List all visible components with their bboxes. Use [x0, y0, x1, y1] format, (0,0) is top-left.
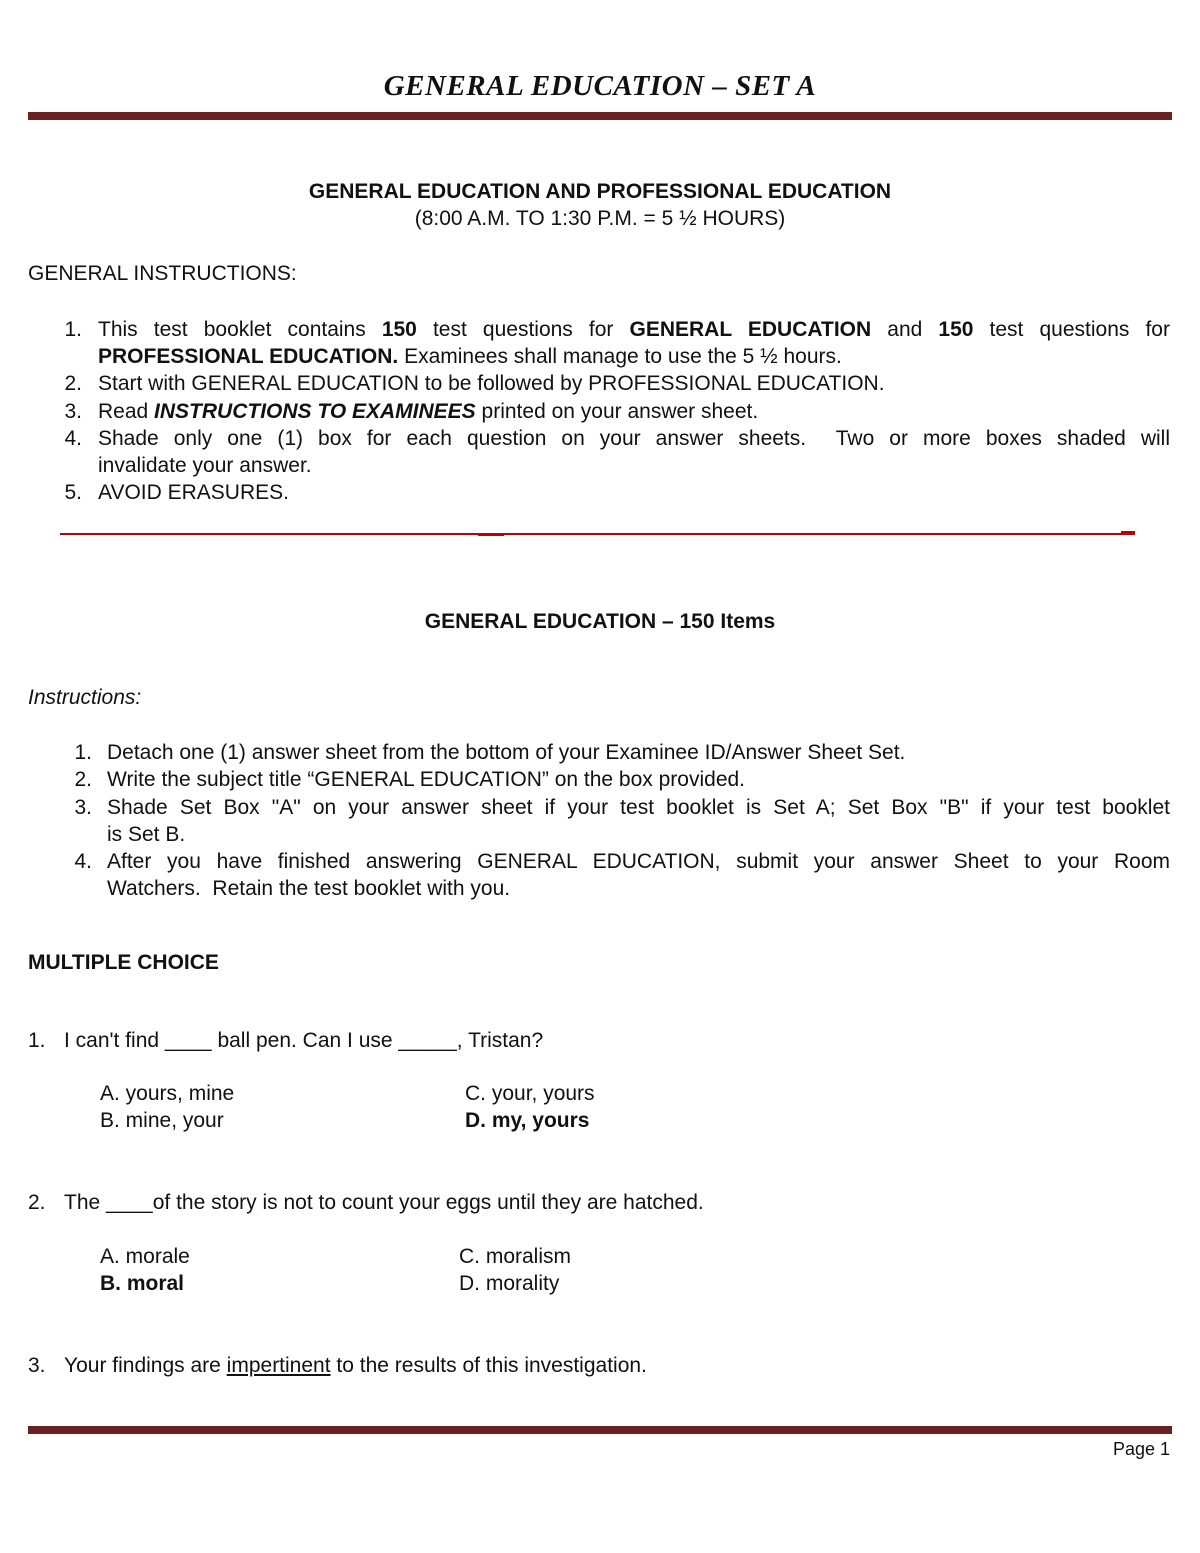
list-item-line: is Set B. [107, 823, 186, 846]
choice-c: C. moralism [459, 1245, 572, 1268]
footer-rule [28, 1426, 1172, 1434]
question-text: The ____of the story is not to count your eggs until they are hatched. [64, 1191, 704, 1214]
underlined-word: impertinent [226, 1354, 331, 1377]
instructions-label: Instructions: [28, 686, 142, 709]
list-item-text: Start with GENERAL EDUCATION to be followed by PROFESSIONAL EDUCATION. [98, 372, 885, 395]
page-header-title: GENERAL EDUCATION – SET A [383, 70, 817, 102]
choice-d: D. morality [459, 1272, 560, 1295]
page-number: Page 1 [1112, 1439, 1170, 1459]
list-item-text: AVOID ERASURES. [98, 481, 289, 504]
list-item-line: invalidate your answer. [98, 454, 312, 477]
question-text: I can't find ____ ball pen. Can I use _____, Tristan? [64, 1029, 544, 1052]
list-item-number: 2. [74, 768, 92, 791]
list-item-number: 4. [64, 427, 82, 450]
choice-a: A. morale [100, 1245, 190, 1268]
question-number: 2. [28, 1191, 46, 1214]
list-item-text: Read INSTRUCTIONS TO EXAMINEES printed on your answer sheet. [98, 400, 759, 423]
question-number: 1. [28, 1029, 46, 1052]
list-item-number: 5. [64, 481, 82, 504]
section-divider [60, 533, 1135, 535]
general-instructions-heading: GENERAL INSTRUCTIONS: [28, 262, 297, 285]
choice-c: C. your, yours [465, 1082, 595, 1105]
list-item-line: Shade only one (1) box for each question on your answer sheets. Two or more boxes shaded will [98, 427, 1170, 450]
exam-time: (8:00 A.M. TO 1:30 P.M. = 5 ½ HOURS) [414, 207, 786, 230]
list-item-text: Detach one (1) answer sheet from the bottom of your Examinee ID/Answer Sheet Set. [107, 741, 906, 764]
divider-mark [1121, 531, 1135, 534]
list-item-number: 2. [64, 372, 82, 395]
list-item-number: 3. [74, 796, 92, 819]
list-item-line: Watchers. Retain the test booklet with you. [107, 877, 511, 900]
choice-b-correct: B. moral [100, 1272, 185, 1295]
list-item-text: Write the subject title “GENERAL EDUCATION” on the box provided. [107, 768, 746, 791]
header-rule [28, 112, 1172, 120]
list-item-number: 1. [74, 741, 92, 764]
list-item-number: 3. [64, 400, 82, 423]
multiple-choice-heading: MULTIPLE CHOICE [28, 951, 219, 974]
choice-b: B. mine, your [100, 1109, 224, 1132]
section-title: GENERAL EDUCATION – 150 Items [424, 610, 776, 633]
list-item-line: Shade Set Box "A" on your answer sheet if your test booklet is Set A; Set Box "B" if your test booklet [107, 796, 1170, 819]
choice-a: A. yours, mine [100, 1082, 235, 1105]
list-item-line: PROFESSIONAL EDUCATION. Examinees shall manage to use the 5 ½ hours. [98, 345, 842, 368]
list-item-line: This test booklet contains 150 test questions for GENERAL EDUCATION and 150 test questions for [98, 318, 1170, 341]
question-number: 3. [28, 1354, 46, 1377]
list-item-number: 4. [74, 850, 92, 873]
question-text: Your findings are impertinent to the results of this investigation. [64, 1354, 647, 1377]
divider-mark [478, 533, 504, 536]
list-item-line: After you have finished answering GENERAL EDUCATION, submit your answer Sheet to your Room [107, 850, 1170, 873]
choice-d-correct: D. my, yours [465, 1109, 590, 1132]
exam-title: GENERAL EDUCATION AND PROFESSIONAL EDUCATION [308, 180, 892, 203]
list-item-number: 1. [64, 318, 82, 341]
